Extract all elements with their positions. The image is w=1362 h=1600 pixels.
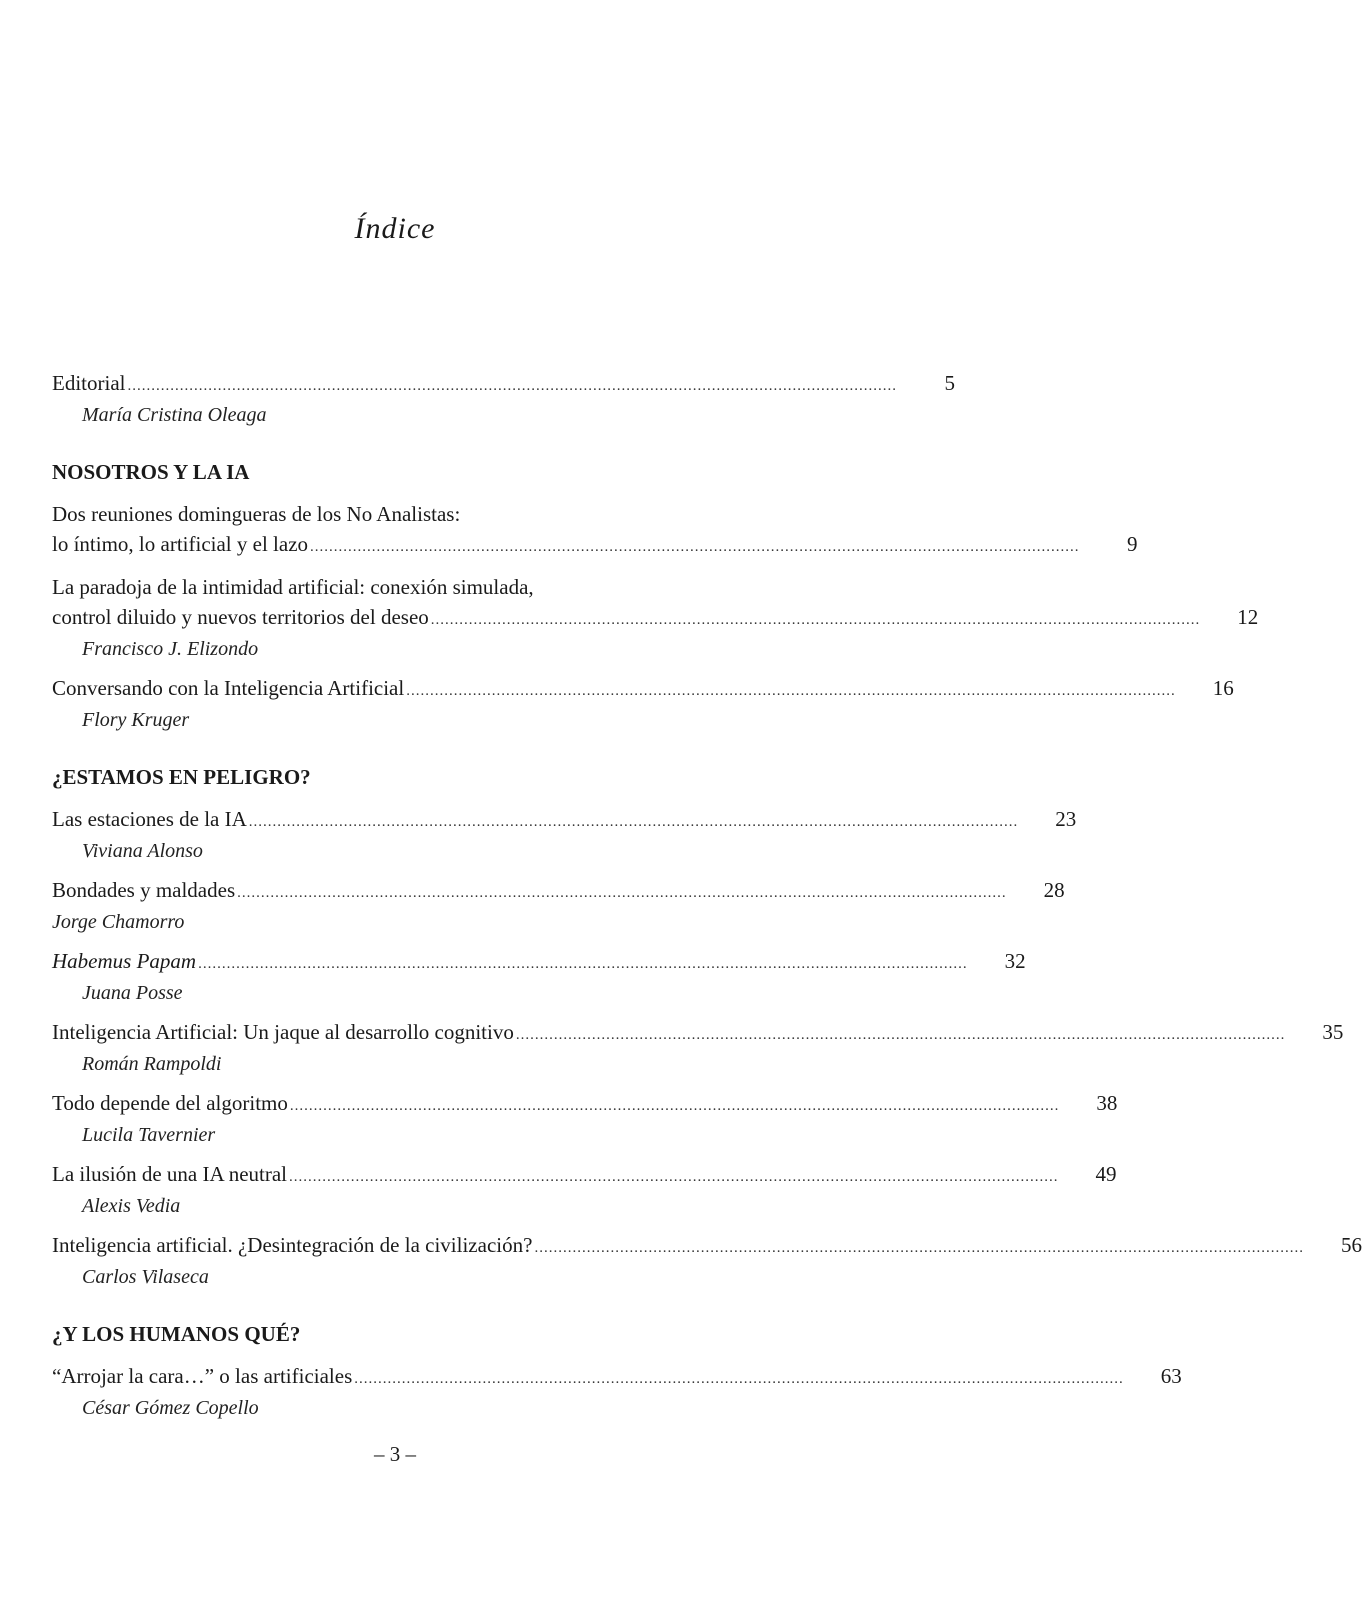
entry-page: 5 xyxy=(944,371,955,395)
toc-entry xyxy=(52,1361,1182,1422)
entry-page: 35 xyxy=(1322,1020,1344,1044)
toc-entry-editorial xyxy=(52,368,955,429)
dot-leader: .................................................................................................................................................................. xyxy=(534,1240,1304,1256)
section-heading: NOSOTROS Y LA IA xyxy=(52,460,250,484)
dot-leader: .................................................................................................................................................................. xyxy=(289,1169,1059,1185)
toc-entry xyxy=(52,499,1138,562)
dot-leader: .................................................................................................................................................................. xyxy=(237,885,1007,901)
dot-leader: .................................................................................................................................................................. xyxy=(430,612,1201,628)
entry-title: Todo depende del algoritmo xyxy=(52,1091,288,1115)
toc-entry xyxy=(52,572,1259,663)
entry-author: Viviana Alonso xyxy=(82,840,203,862)
entry-title: Inteligencia Artificial: Un jaque al desarrollo cognitivo xyxy=(52,1020,514,1044)
page-title: Índice xyxy=(354,212,436,245)
section-heading: ¿Y LOS HUMANOS QUÉ? xyxy=(52,1322,301,1346)
entry-page: 32 xyxy=(1004,949,1026,973)
page-number: – 3 – xyxy=(374,1442,416,1466)
section-heading: ¿ESTAMOS EN PELIGRO? xyxy=(52,765,311,789)
entry-author: Jorge Chamorro xyxy=(52,911,185,933)
entry-title: Editorial xyxy=(52,371,126,395)
dot-leader: .................................................................................................................................................................. xyxy=(289,1098,1060,1114)
entry-page: 63 xyxy=(1160,1364,1182,1388)
toc-entry xyxy=(52,946,1026,1007)
dot-leader: .................................................................................................................................................................. xyxy=(248,814,1019,830)
entry-title: Conversando con la Inteligencia Artificial xyxy=(52,676,405,700)
entry-author: Francisco J. Elizondo xyxy=(82,638,259,660)
entry-page: 28 xyxy=(1043,878,1065,902)
entry-title-line1: La paradoja de la intimidad artificial: conexión simulada, xyxy=(52,575,534,599)
table-of-contents xyxy=(52,368,1362,1432)
toc-entry xyxy=(52,1230,1362,1291)
dot-leader: .................................................................................................................................................................. xyxy=(127,378,897,394)
entry-author: Juana Posse xyxy=(82,982,183,1004)
entry-title: “Arrojar la cara…” o las artificiales xyxy=(52,1364,353,1388)
entry-title-line2: lo íntimo, lo artificial y el lazo xyxy=(52,532,309,556)
entry-title: La ilusión de una IA neutral xyxy=(52,1162,288,1186)
entry-author: Carlos Vilaseca xyxy=(82,1266,209,1288)
toc-entry xyxy=(52,673,1234,734)
toc-entry xyxy=(52,1088,1118,1149)
entry-author: Román Rampoldi xyxy=(82,1053,222,1075)
dot-leader: .................................................................................................................................................................. xyxy=(515,1027,1286,1043)
entry-page: 49 xyxy=(1095,1162,1117,1186)
entry-author: Alexis Vedia xyxy=(82,1195,181,1217)
toc-entry xyxy=(52,1159,1117,1220)
entry-title-line2: control diluido y nuevos territorios del deseo xyxy=(52,605,429,629)
entry-title: Bondades y maldades xyxy=(52,878,236,902)
entry-page: 16 xyxy=(1212,676,1234,700)
entry-title: Inteligencia artificial. ¿Desintegración de la civilización? xyxy=(52,1233,533,1257)
entry-page: 38 xyxy=(1096,1091,1118,1115)
toc-entry xyxy=(52,804,1077,865)
entry-page: 9 xyxy=(1127,532,1138,556)
entry-title-line1: Dos reuniones domingueras de los No Analistas: xyxy=(52,502,461,526)
entry-author: Flory Kruger xyxy=(82,709,190,731)
entry-author: César Gómez Copello xyxy=(82,1397,259,1419)
toc-entry xyxy=(52,875,1065,936)
dot-leader: .................................................................................................................................................................. xyxy=(198,956,968,972)
entry-author: Lucila Tavernier xyxy=(82,1124,216,1146)
dot-leader: .................................................................................................................................................................. xyxy=(310,539,1080,555)
entry-title: Las estaciones de la IA xyxy=(52,807,247,831)
entry-author: María Cristina Oleaga xyxy=(82,404,267,426)
entry-page: 12 xyxy=(1237,605,1259,629)
dot-leader: .................................................................................................................................................................. xyxy=(406,683,1176,699)
entry-title: Habemus Papam xyxy=(52,949,197,973)
dot-leader: .................................................................................................................................................................. xyxy=(354,1371,1124,1387)
toc-entry xyxy=(52,1017,1344,1078)
entry-page: 23 xyxy=(1055,807,1077,831)
entry-page: 56 xyxy=(1340,1233,1362,1257)
